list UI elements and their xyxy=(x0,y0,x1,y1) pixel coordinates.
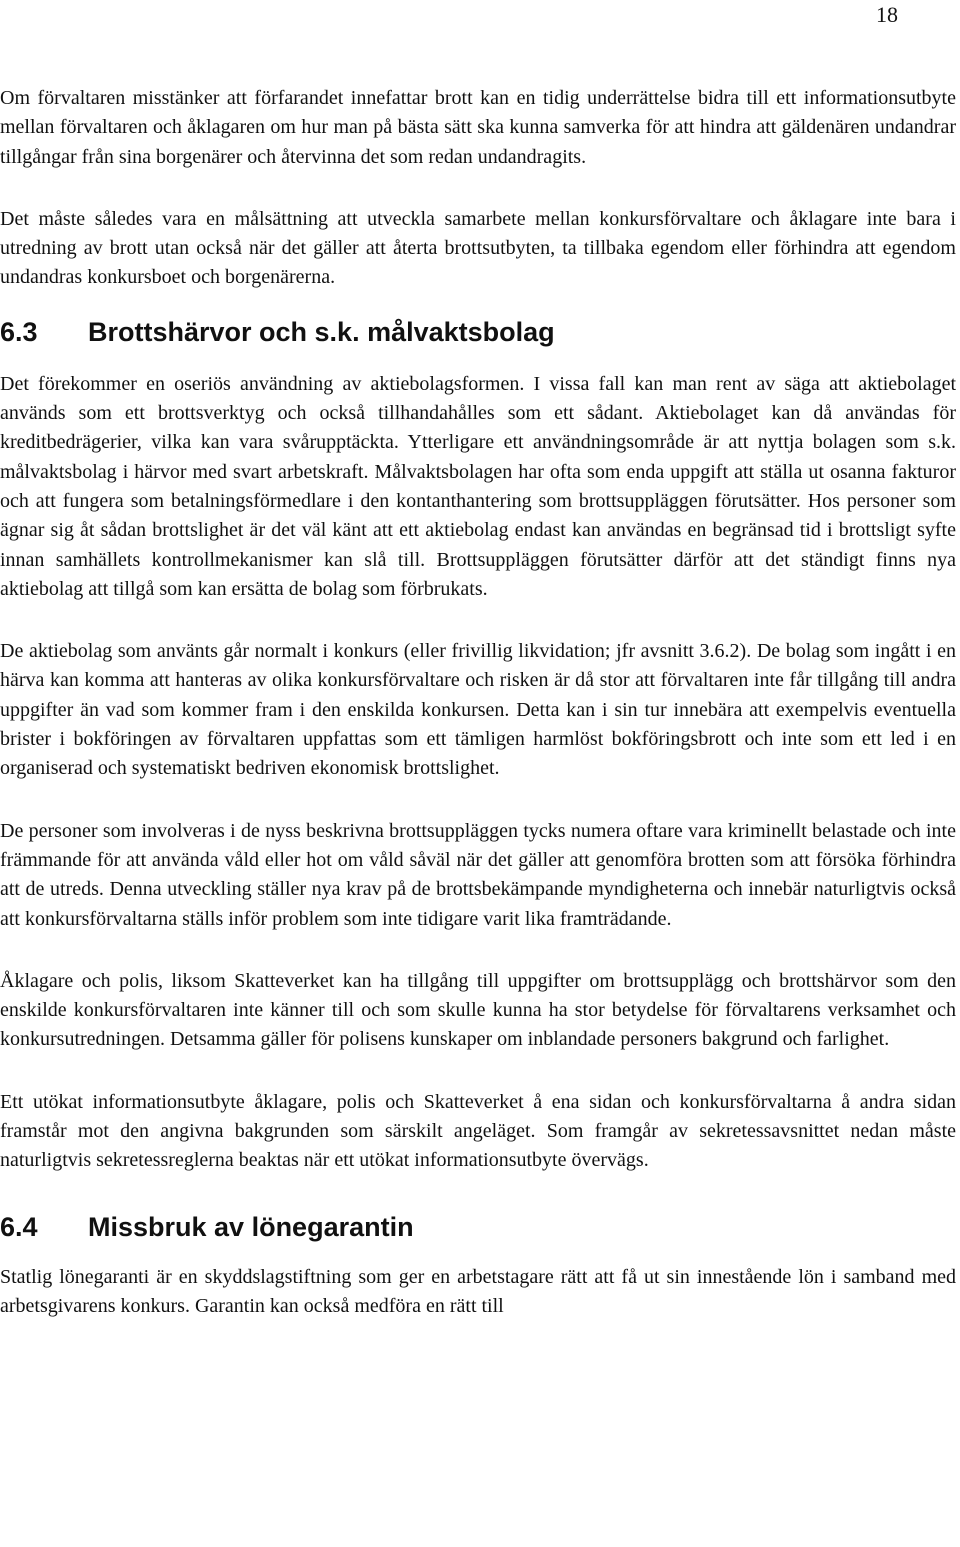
section-heading-6-4 xyxy=(0,1209,956,1245)
paragraph-6-3-2: De aktiebolag som använts går normalt i konkurs (eller frivillig likvidation; jfr avsnitt 3.6.2). De bolag som ingått i en härva kan komma att hanteras av olika konkursförvaltare och risken är då stor att förvaltaren inte får tillgång till andra uppgifter än vad som kommer fram i den enskilda konkursen. Detta kan i sin tur innebära att exempelvis eventuella brister i bokföringen av förvaltaren uppfattas som ett tämligen harmlöst bokföringsbrott och inte som ett led i en organiserad och systematiskt bedriven ekonomisk brottslighet. xyxy=(0,640,956,780)
section-title: Missbruk av lönegarantin xyxy=(88,1211,414,1242)
section-number: 6.4 xyxy=(0,1211,38,1242)
paragraph-6-3-3: De personer som involveras i de nyss beskrivna brottsuppläggen tycks numera oftare vara kriminellt belastade och inte främmande för att använda våld eller hot om våld såväl när det gäller att genomföra brotten som att försöka förhindra att de utreds. Denna utveckling ställer nya krav på de brottsbekämpande myndigheterna och innebär naturligtvis också att konkursförvaltarna ställs inför problem som inte tidigare varit lika framträdande. xyxy=(0,819,956,930)
paragraph-6-3-4: Åklagare och polis, liksom Skatteverket kan ha tillgång till uppgifter om brottsupplägg och brottshärvor som den enskilde konkursförvaltaren inte känner till och som skulle kunna ha stor betydelse för förvaltarens verksamhet och konkursutredningen. Detsamma gäller för polisens kunskaper om inblandade personers bakgrund och farlighet. xyxy=(0,969,956,1051)
paragraph-intro-2: Det måste således vara en målsättning att utveckla samarbete mellan konkursförvaltare och åklagare inte bara i utredning av brott utan också när det gäller att återta brottsutbyten, ta tillbaka egendom eller förhindra att egendom undandras konkursboet och borgenärerna. xyxy=(0,207,956,289)
document-body xyxy=(0,84,956,1321)
section-number: 6.3 xyxy=(0,316,38,347)
section-heading-6-3 xyxy=(0,314,956,350)
paragraph-6-3-1: Det förekommer en oseriös användning av aktiebolagsformen. I vissa fall kan man rent av säga att aktiebolaget används som ett brottsverktyg och också tillhandahålles som ett sådant. Aktiebolaget kan då användas för kreditbedrägerier, vilka kan vara svårupptäckta. Ytterligare ett användningsområde är att nyttja bolagen som s.k. målvaktsbolag i härvor med svart arbetskraft. Målvaktsbolagen har ofta som enda uppgift att ställa ut osanna fakturor och att fungera som betalningsförmedlare i den kontanthantering som brottsuppläggen förutsätter. Hos personer som ägnar sig åt sådan brottslighet är det väl känt att ett aktiebolag endast kan användas en begränsad tid i brottsligt syfte innan samhällets kontrollmekanismer kan slå till. Brottsuppläggen förutsätter därför att det ständigt finns nya aktiebolag att tillgå som kan ersätta de bolag som förbrukats. xyxy=(0,372,956,600)
paragraph-6-4-1: Statlig lönegaranti är en skyddslagstiftning som ger en arbetstagare rätt att få ut sin innestående lön i samband med arbetsgivarens konkurs. Garantin kan också medföra en rätt till xyxy=(0,1265,956,1317)
paragraph-6-3-5: Ett utökat informationsutbyte åklagare, polis och Skatteverket å ena sidan och konkursförvaltarna å andra sidan framstår mot den angivna bakgrunden som särskilt angeläget. Som framgår av sekretessavsnittet nedan måste naturligtvis sekretessreglerna beaktas när ett utökat informationsutbyte övervägs. xyxy=(0,1090,956,1172)
page-number: 18 xyxy=(876,2,898,27)
paragraph-intro-1: Om förvaltaren misstänker att förfarandet innefattar brott kan en tidig underrättelse bidra till ett informationsutbyte mellan förvaltaren och åklagaren om hur man på bästa sätt ska kunna samverka för att hindra att gäldenären undandrar tillgångar från sina borgenärer och återvinna det som redan undandragits. xyxy=(0,87,956,168)
section-title: Brottshärvor och s.k. målvaktsbolag xyxy=(88,316,555,347)
